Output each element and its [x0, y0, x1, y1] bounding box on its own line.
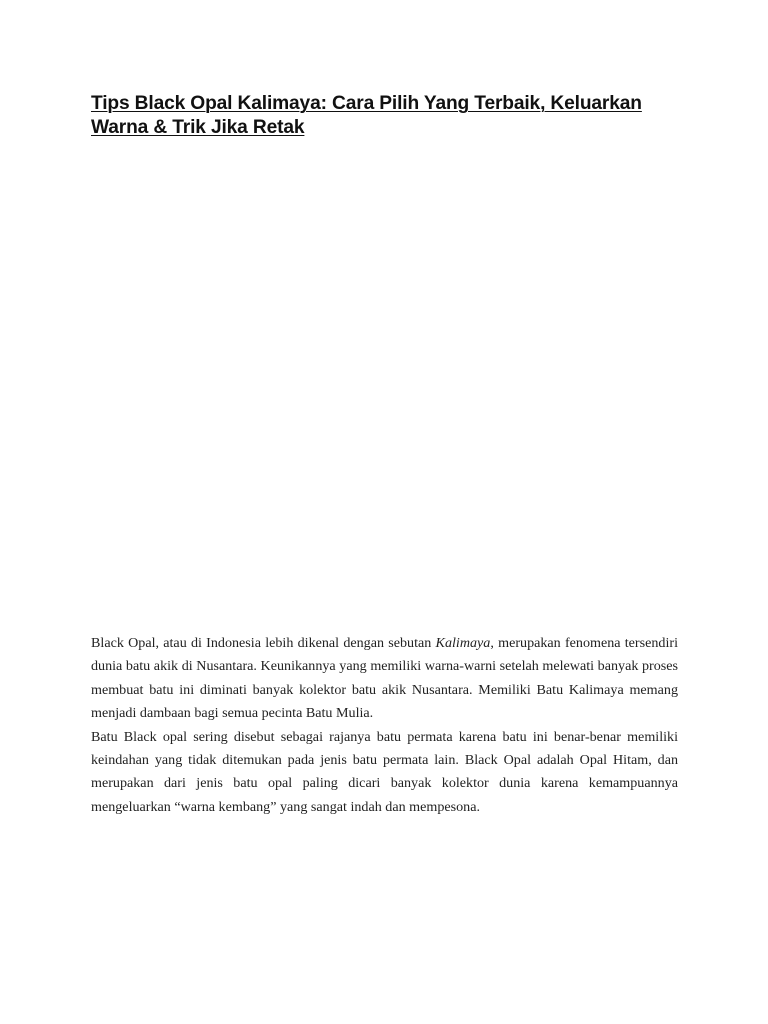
paragraph-1-start: Black Opal, atau di Indonesia lebih dikenal dengan sebutan [91, 635, 436, 651]
document-title [91, 92, 691, 140]
paragraph-1-emphasis: Kalimaya [435, 635, 491, 651]
blank-image-area [91, 150, 678, 620]
title-line-2-text: Warna & Trik Jika Retak [91, 117, 305, 138]
title-line-1-text: Tips Black Opal Kalimaya: Cara Pilih Yang Terbaik, Keluarkan [91, 93, 642, 114]
title-line-1 [91, 92, 691, 116]
paragraph-2: Batu Black opal sering disebut sebagai rajanya batu permata karena batu ini benar-benar memiliki keindahan yang tidak ditemukan pada jenis batu permata lain. Black Opal adalah Opal Hitam, dan merupakan dari jenis batu opal paling dicari banyak kolektor dunia karena kemampuannya mengeluarkan “warna kembang” yang sangat indah dan mempesona. [91, 728, 678, 815]
paragraph-1-end: , merupakan fenomena tersendiri dunia batu akik di Nusantara. Keunikannya yang memiliki warna-warni setelah melewati banyak proses membuat batu ini diminati banyak kolektor batu akik Nusantara. Memiliki Batu Kalimaya memang menjadi dambaan bagi semua pecinta Batu Mulia. [91, 635, 678, 722]
paragraph-1 [91, 632, 678, 726]
title-line-2 [91, 116, 691, 140]
article-body [91, 632, 678, 819]
